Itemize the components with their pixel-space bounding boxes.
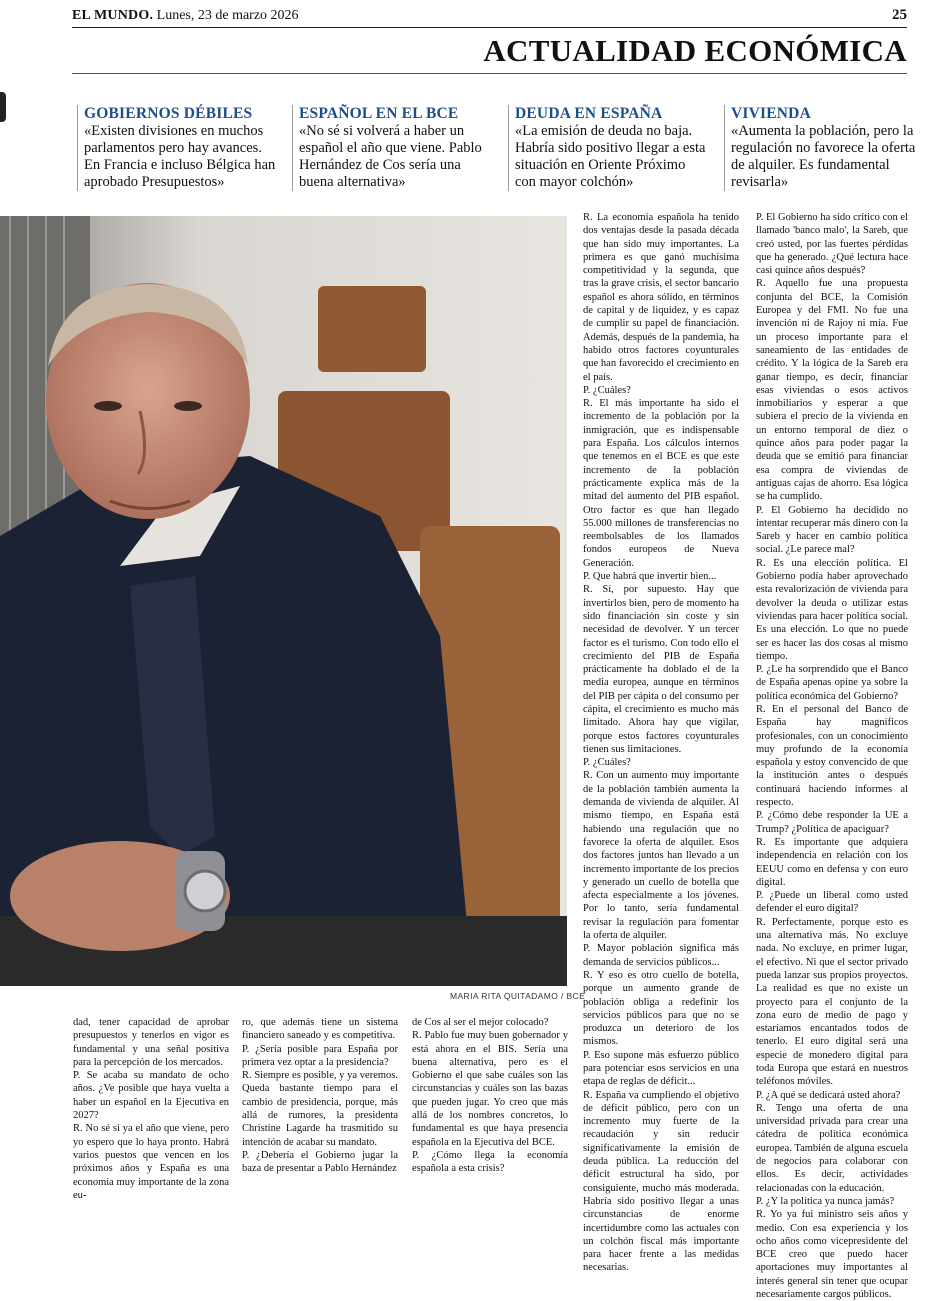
highlight-quote: «Existen divisiones en muchos parlamentos pero hay avances. En Francia e incluso Bélgica han aprobado Presupuestos»: [84, 123, 276, 190]
interview-photo: [0, 216, 567, 986]
highlight-1: [77, 105, 276, 191]
highlight-quote: «Aumenta la población, pero la regulación no favorece la oferta de alquiler. Es fundamental revisarla»: [731, 123, 916, 190]
article-paragraph: R. El más importante ha sido el incremento de la población por la inmigración, que es indispensable para España. Los cálculos internos que tenemos en el BCE es que este incremento de la población prácticamente explica más de la mitad del aumento del PIB español. Otro factor es que han llegado 55.000 millones de transferencias no reembolsables de los llamados fondos europeos de Nueva Generación.: [583, 398, 739, 569]
publication-date: Lunes, 23 de marzo 2026: [156, 8, 299, 23]
photo-credit: MARIA RITA QUITADAMO / BCE: [450, 991, 586, 1001]
article-paragraph: de Cos al ser el mejor colocado?: [412, 1017, 549, 1028]
highlight-2: [292, 105, 491, 191]
article-paragraph: P. Que habrá que invertir bien...: [583, 571, 717, 583]
article-paragraph: R. Es importante que adquiera independencia en relación con los EEUU como en defensa y con euro digital.: [756, 836, 908, 888]
portrait-illustration: [0, 216, 567, 986]
article-column-bottom-3: [412, 1016, 568, 1176]
article-paragraph: P. ¿Cómo debe responder la UE a Trump? ¿Política de apaciguar?: [756, 810, 908, 835]
article-paragraph: R. Sí, por supuesto. Hay que invertirlos bien, pero de momento ha sido financiación sin coste y sin necesidad de devolver. Y un tercer factor es el turismo. Con todo ello el crecimiento del PIB de España prácticamente ha doblado el de la media europea, aunque en términos del PIB per cápita o del consumo per cápita, el crecimiento es mucho más limitado. Ahora hay que vigilar, porque estos factores coyunturales tienen sus limitaciones.: [583, 584, 739, 755]
article-paragraph: R. Aquello fue una propuesta conjunta del BCE, la Comisión Europea y del FMI. No fue una invención ni de Rajoy ni mía. Fue un proceso importante para el saneamiento de las entidades de crédito. Y la lógica de la Sareb era ganar tiempo, es decir, financiar esas viviendas o esos activos inmobiliarios y esperar a que subiera el precio de la vivienda en un entorno temporal de diez o quince años para poder pagar la deuda que se emitió para financiar esa compra de viviendas de antiguas cajas de ahorro. Esa lógica se ha cumplido.: [756, 278, 908, 503]
article-column-b: [756, 211, 908, 1301]
section-rule: [72, 73, 907, 74]
highlight-3: [508, 105, 707, 191]
highlight-title: ESPAÑOL EN EL BCE: [299, 105, 459, 122]
article-paragraph: P. El Gobierno ha sido crítico con el llamado 'banco malo', la Sareb, que creó usted, por las fuertes pérdidas que ha generado. ¿Qué lectura hace casi quince años después?: [756, 212, 908, 277]
article-paragraph: P. ¿Cuáles?: [583, 757, 631, 769]
article-paragraph: P. El Gobierno ha decidido no intentar recuperar más dinero con la Sareb y hacer en cambio política social. ¿Le parece mal?: [756, 504, 908, 556]
article-paragraph: R. España va cumpliendo el objetivo de déficit público, pero con un incremento muy fuerte de la recaudación y sin reducir significativamente la emisión de deuda pública. La reducción del déficit estructural ha sido, por consiguiente, mucho más moderada. Habría sido positivo llegar a unas circunstancias de enorme incertidumbre como las actuales con un colchón fiscal más importante para hacer frente a las medidas necesarias.: [583, 1089, 739, 1274]
article-column-a: [583, 211, 739, 1275]
article-paragraph: R. Yo ya fui ministro seis años y medio. Con esa experiencia y los ocho años como vicepresidente del BCE creo que puedo hacer aportaciones muy importantes al interés general sin tener que ocupar necesariamente cargos públicos.: [756, 1209, 908, 1301]
page-edge-mark: [0, 92, 6, 122]
article-paragraph: R. Siempre es posible, y ya veremos. Queda bastante tiempo para el cambio de presidencia, porque, más allá de rumores, la presidenta Christine Lagarde ha trasmitido su intención de acabar su mandato.: [242, 1070, 398, 1148]
article-paragraph: P. Mayor población significa más demanda de servicios públicos...: [583, 943, 739, 968]
header-rule: [72, 27, 907, 28]
article-paragraph: R. Pablo fue muy buen gobernador y está ahora en el BIS. Sería una buena alternativa, pero es el Gobierno el que sabe cuáles son las circunstancias y cuáles son las bazas que pueden jugar. Yo creo que más allá de los nombres concretos, lo fundamental es que haya presencia española en la Ejecutiva del BCE.: [412, 1030, 568, 1148]
article-paragraph: P. ¿Le ha sorprendido que el Banco de España apenas opine ya sobre la política económica del Gobierno?: [756, 664, 908, 702]
article-paragraph: P. ¿Cuáles?: [583, 384, 631, 396]
article-paragraph: P. Eso supone más esfuerzo público para potenciar esos servicios en una etapa de reglas de déficit...: [583, 1049, 739, 1088]
article-paragraph: P. ¿Cómo llega la economía española a esta crisis?: [412, 1149, 568, 1175]
highlight-title: VIVIENDA: [731, 105, 811, 122]
article-paragraph: P. ¿Sería posible para España por primera vez optar a la presidencia?: [242, 1043, 398, 1068]
article-paragraph: R. Perfectamente, porque esto es una alternativa más. No excluye nada. No excluye, en primer lugar, el efectivo. Ni que el sector privado pueda lanzar sus propios proyectos. La realidad es que no existe un proyecto para el conjunto de la zona euro de medio de pago y estaríamos encantados todos de tenerlo. El euro digital será una especie de monedero digital para toda Europa que estará en nuestros teléfonos móviles.: [756, 916, 908, 1088]
page-number: 25: [892, 7, 907, 23]
highlight-4: [724, 105, 923, 191]
highlight-quote: «No sé si volverá a haber un español el año que viene. Pablo Hernández de Cos sería una buena alternativa»: [299, 123, 482, 190]
article-paragraph: R. Con un aumento muy importante de la población también aumenta la demanda de vivienda de alquiler. Al mismo tiempo, en España está habiendo una regulación que no favorece la oferta de alquiler. Esos dos factores juntos han llevado a un incremento importante de los precios y generado un cuello de botella que afecta especialmente a los jóvenes. Por lo tanto, sería fundamental revisar la regulación para fomentar la oferta de alquiler.: [583, 770, 739, 942]
article-paragraph: P. ¿A qué se dedicará usted ahora?: [756, 1089, 901, 1101]
article-column-bottom-2: [242, 1016, 398, 1176]
highlight-title: DEUDA EN ESPAÑA: [515, 105, 663, 122]
publication-name: EL MUNDO.: [72, 8, 154, 23]
article-paragraph: P. Se acaba su mandato de ocho años. ¿Ve posible que haya vuelta a haber un español en la Ejecutiva en 2027?: [73, 1070, 229, 1122]
article-paragraph: R. No sé si ya el año que viene, pero yo espero que lo haya pronto. Habrá varios puestos que vencen en los próximos años y España es una economía muy importante de la zona eu-: [73, 1123, 229, 1201]
article-column-bottom-1: [73, 1016, 229, 1202]
article-paragraph: ro, que además tiene un sistema financiero saneado y es competitiva.: [242, 1017, 398, 1042]
article-paragraph: dad, tener capacidad de aprobar presupuestos y tenerlos en vigor es fundamental y una señal positiva para la percepción de los mercados.: [73, 1017, 229, 1068]
article-paragraph: P. ¿Y la política ya nunca jamás?: [756, 1195, 895, 1207]
article-paragraph: R. Tengo una oferta de una universidad privada para crear una cátedra de política económica europea. También de alguna escuela de negocios para colaborar con ellos. Es decir, actividades relacionadas con la educación.: [756, 1102, 908, 1194]
article-paragraph: P. ¿Debería el Gobierno jugar la baza de presentar a Pablo Hernández: [242, 1149, 398, 1175]
article-paragraph: R. La economía española ha tenido dos ventajas desde la pasada década que han sido muy importantes. La primera es que ganó muchísima competitividad y la segunda, que tras la grave crisis, el sector bancario español es ahora sólido, en términos de capital y de liquidez, y es capaz de cumplir su papel de financiación. Además, después de la pandemia, ha habido otros factores coyunturales que han favorecido el crecimiento en el país.: [583, 212, 739, 383]
article-paragraph: R. Y eso es otro cuello de botella, porque un aumento grande de población obliga a redefinir los servicios públicos para que no se produzca un deterioro de los mismos.: [583, 969, 739, 1048]
section-title: ACTUALIDAD ECONÓMICA: [483, 33, 907, 68]
highlight-quote: «La emisión de deuda no baja. Habría sido positivo llegar a esta situación en Oriente Próximo con mayor colchón»: [515, 123, 706, 190]
masthead: [72, 8, 299, 24]
article-paragraph: R. Es una elección política. El Gobierno podía haber aprovechado esta revalorización de vivienda para devolver la deuda o utilizar estas viviendas para hacer política social. Es una elección. Lo que no puede ser es hacer las dos cosas al mismo tiempo.: [756, 557, 908, 662]
article-paragraph: R. En el personal del Banco de España hay magníficos profesionales, con un conocimiento muy profundo de la economía española y estoy convencido de que la institución antes o después continuará haciendo informes al respecto.: [756, 703, 908, 809]
article-paragraph: P. ¿Puede un liberal como usted defender el euro digital?: [756, 890, 908, 915]
highlight-title: GOBIERNOS DÉBILES: [84, 105, 253, 122]
